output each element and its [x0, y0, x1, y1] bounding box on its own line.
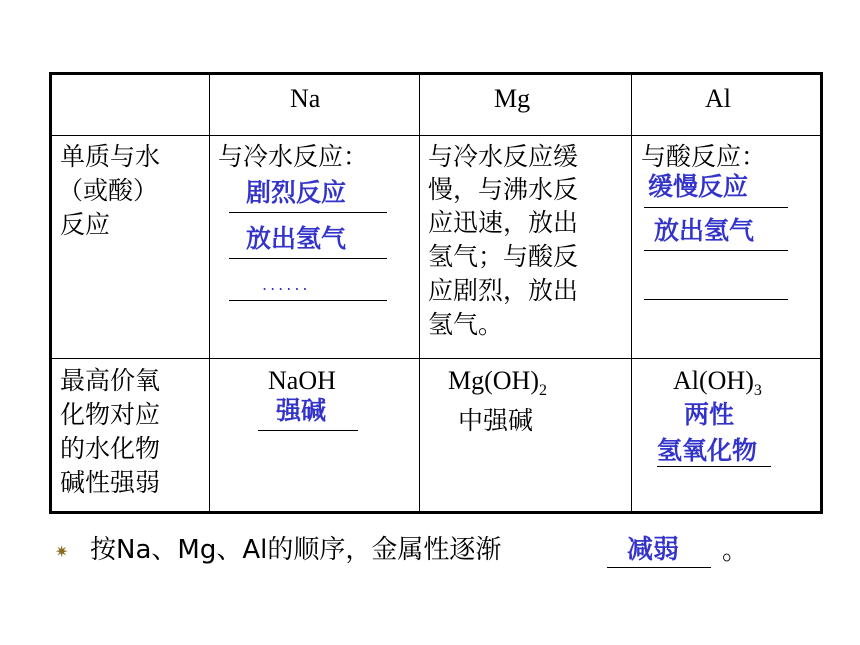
mg-reaction-line: 氢气。	[428, 310, 504, 339]
na-answer-strong-base: 强碱	[276, 396, 327, 425]
row-divider	[52, 135, 820, 136]
al-formula: $Al(OH)_3$	[673, 366, 762, 399]
row2-label-line: 最高价氧	[60, 366, 161, 395]
mg-medium-base: 中强碱	[458, 406, 534, 435]
al-answer-slow: 缓慢反应	[648, 172, 749, 201]
answer-underline	[258, 430, 358, 431]
conclusion-prefix: 按Na、Mg、Al的顺序，金属性逐渐	[90, 535, 502, 565]
row-divider	[52, 358, 820, 359]
mg-reaction-line: 应迅速，放出	[428, 208, 579, 237]
answer-underline	[229, 212, 387, 213]
column-divider	[209, 75, 210, 511]
al-answer-amphoteric: 两性	[684, 400, 735, 429]
row2-label-line: 化物对应	[60, 400, 161, 429]
al-answer-hydroxide: 氢氧化物	[657, 436, 758, 465]
na-answer-vigorous: 剧烈反应	[246, 178, 347, 207]
answer-underline	[229, 258, 387, 259]
star-bullet-icon: ✷	[55, 542, 69, 561]
na-answer-hydrogen: 放出氢气	[246, 224, 347, 253]
row2-label-line: 碱性强弱	[60, 468, 161, 497]
mg-formula: $Mg(OH)_2$	[448, 366, 547, 399]
answer-underline	[229, 300, 387, 301]
answer-underline	[644, 250, 788, 251]
mg-reaction-line: 慢，与沸水反	[428, 175, 579, 204]
mg-reaction-line: 氢气；与酸反	[428, 242, 579, 271]
conclusion-suffix: 。	[722, 536, 749, 566]
al-answer-hydrogen: 放出氢气	[654, 216, 755, 245]
row2-label-line: 的水化物	[60, 434, 161, 463]
conclusion-answer: 减弱	[627, 535, 680, 565]
row1-label-line: 单质与水	[60, 142, 161, 171]
conclusion-sentence	[90, 532, 501, 568]
mg-reaction-line: 应剧烈，放出	[428, 276, 579, 305]
header-na: Na	[290, 84, 321, 113]
column-divider	[631, 75, 632, 511]
na-formula: NaOH	[268, 366, 336, 395]
answer-underline	[644, 299, 788, 300]
na-reaction-prefix: 与冷水反应：	[218, 142, 369, 171]
answer-underline	[657, 466, 771, 467]
row1-label-line: 反应	[60, 210, 111, 239]
column-divider	[419, 75, 420, 511]
row1-label-line: （或酸）	[58, 176, 159, 205]
header-mg: Mg	[494, 84, 531, 113]
header-al: Al	[705, 84, 731, 113]
mg-reaction-line: 与冷水反应缓	[428, 142, 579, 171]
al-reaction-prefix: 与酸反应：	[641, 142, 767, 171]
answer-underline	[644, 207, 788, 208]
answer-underline	[607, 567, 711, 568]
na-dots: ......	[262, 275, 311, 294]
